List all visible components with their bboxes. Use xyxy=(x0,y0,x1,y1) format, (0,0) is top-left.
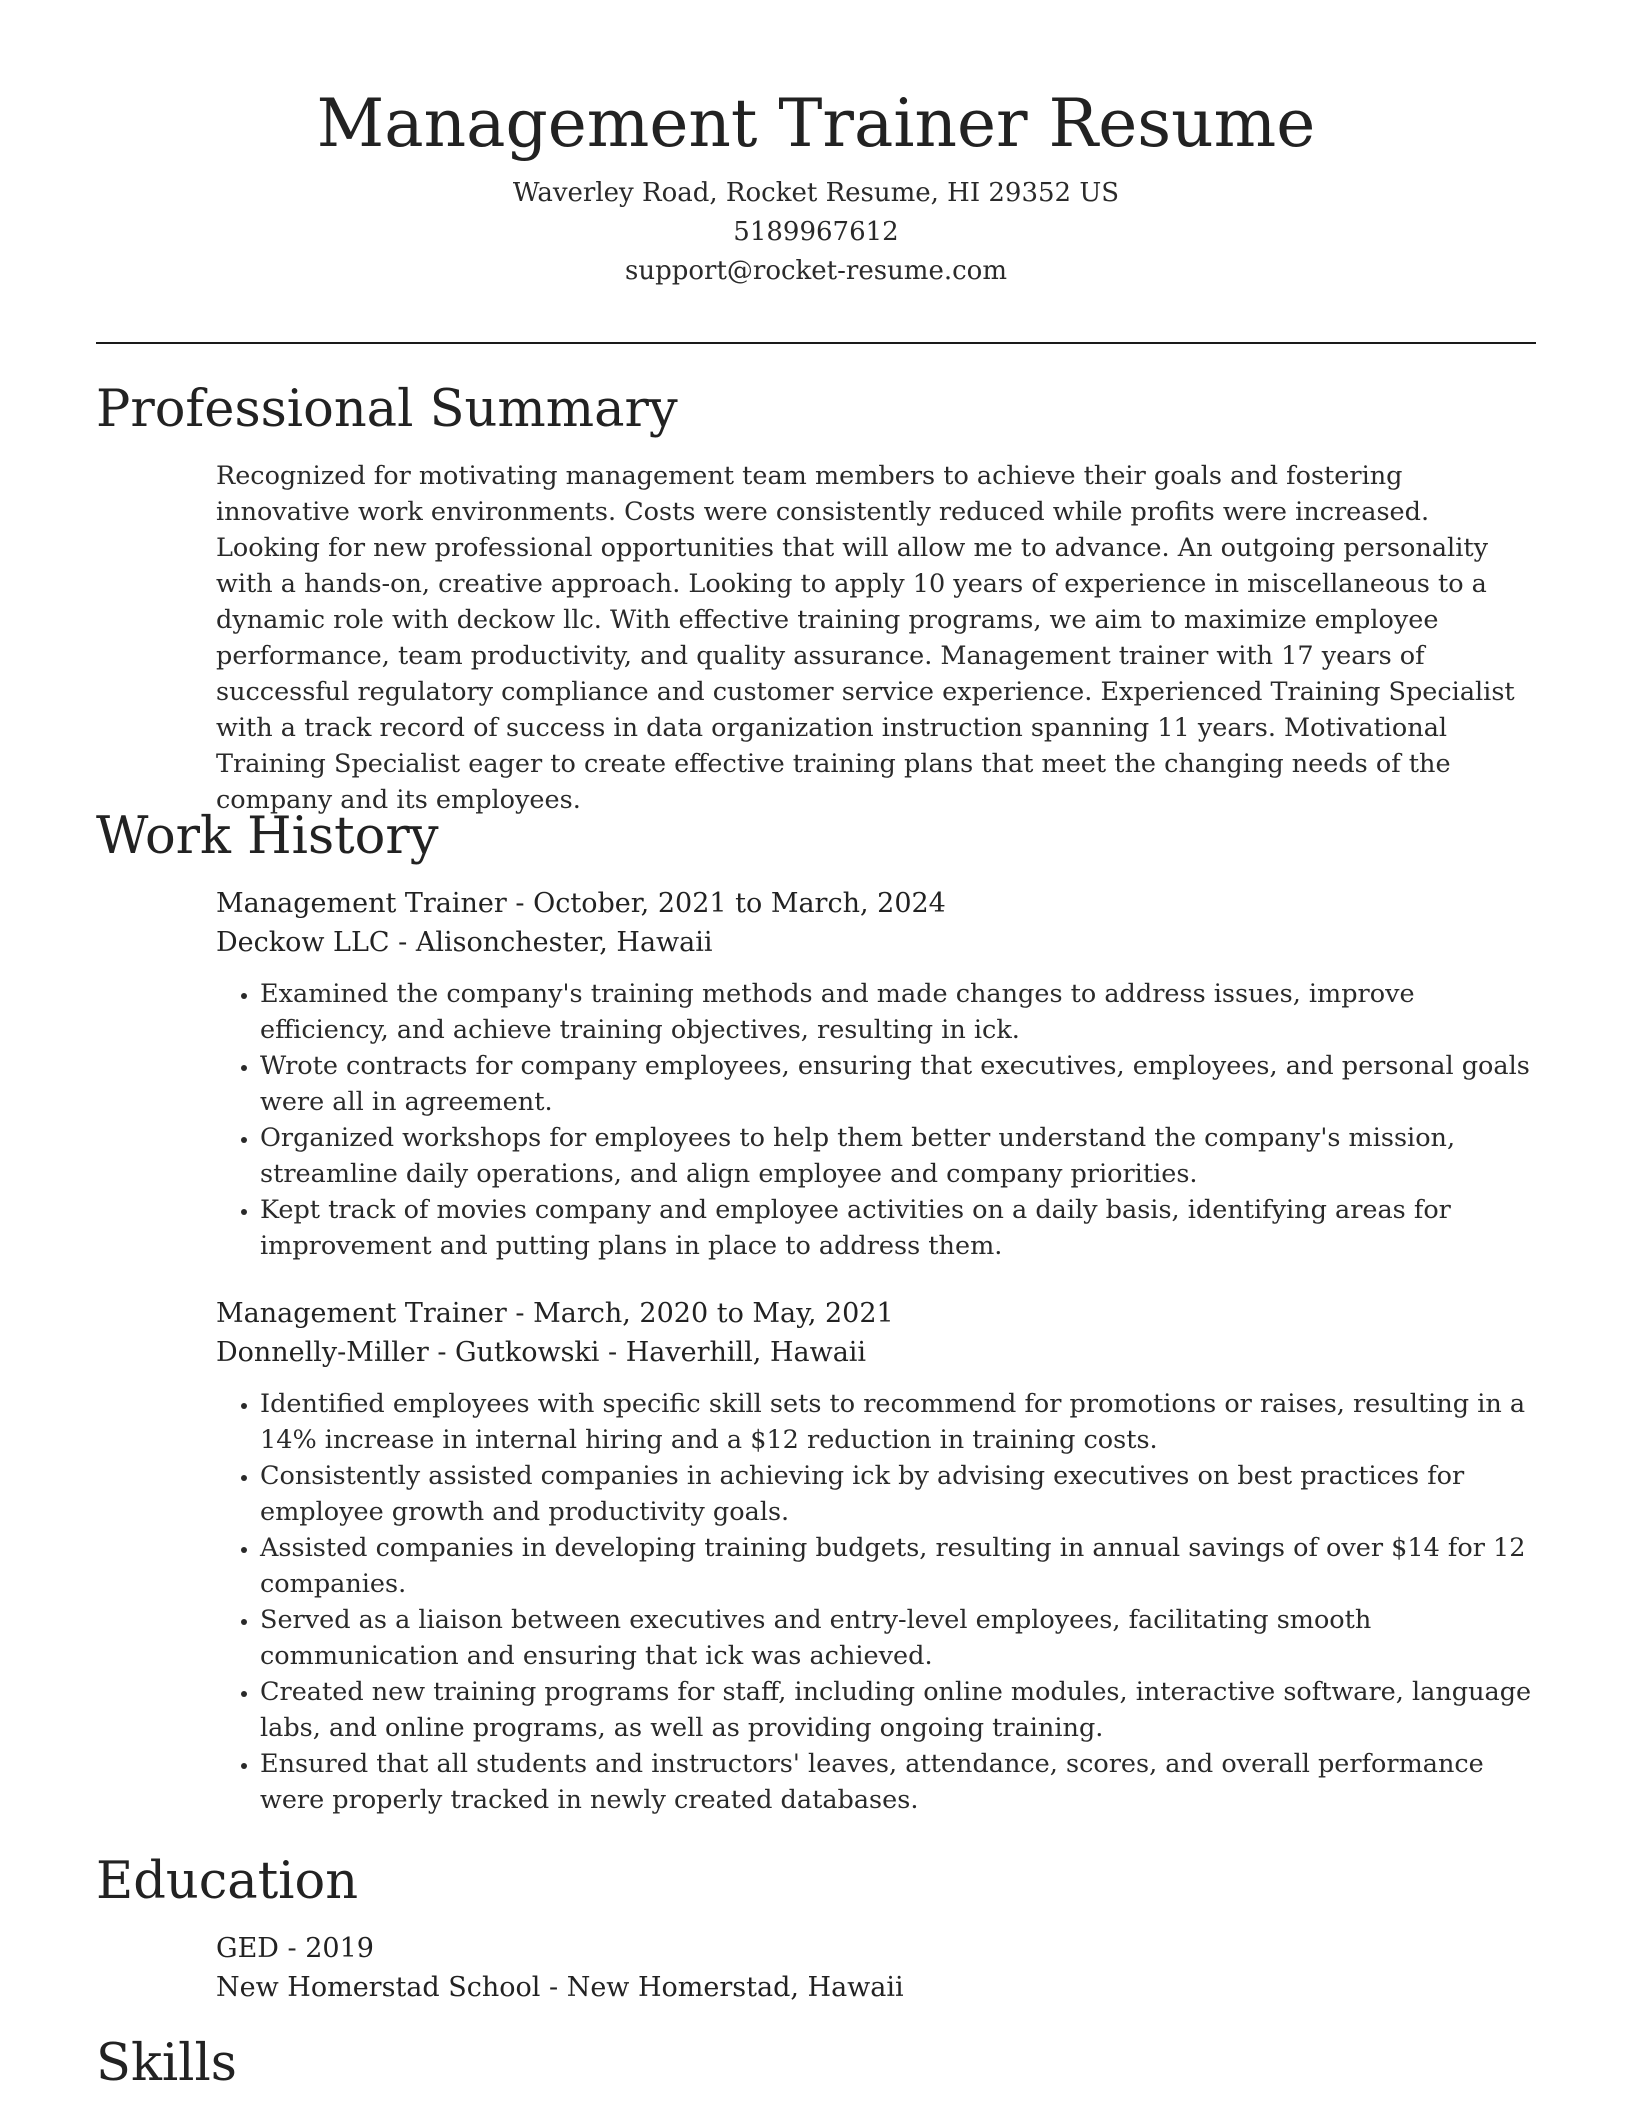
job-role-line: Management Trainer - October, 2021 to March, 2024 xyxy=(216,888,946,919)
section-title-education: Education xyxy=(96,1852,359,1911)
job-bullet: • Examined the company's training methods and made changes to address issues, improve efficiency, and achieve training objectives, resulting in ick. xyxy=(260,976,1536,1048)
job-role-line: Management Trainer - March, 2020 to May, 2021 xyxy=(216,1298,894,1329)
job-bullet: • Created new training programs for staff, including online modules, interactive software, language labs, and online programs, as well as providing ongoing training. xyxy=(260,1674,1536,1746)
job-bullets xyxy=(216,976,1536,1264)
education-school-line: New Homerstad School - New Homerstad, Hawaii xyxy=(216,1972,904,2003)
job-entry xyxy=(216,1294,1536,1818)
job-bullet: • Kept track of movies company and employee activities on a daily basis, identifying areas for improvement and putting plans in place to address them. xyxy=(260,1192,1536,1264)
resume-title: Management Trainer Resume xyxy=(316,85,1316,162)
job-company-line: Donnelly-Miller - Gutkowski - Haverhill, Hawaii xyxy=(216,1337,867,1368)
job-bullet: • Served as a liaison between executives and entry-level employees, facilitating smooth communication and ensuring that ick was achieved. xyxy=(260,1602,1536,1674)
summary-block xyxy=(216,458,1536,818)
job-bullet: • Organized workshops for employees to help them better understand the company's mission, streamline daily operations, and align employee and company priorities. xyxy=(260,1120,1536,1192)
section-title-work-history: Work History xyxy=(96,807,439,866)
job-company-line: Deckow LLC - Alisonchester, Hawaii xyxy=(216,927,713,958)
job-entry xyxy=(216,884,1536,1264)
education-entry xyxy=(216,1929,1536,2007)
section-title-summary: Professional Summary xyxy=(96,380,678,439)
contact-phone: 5189967612 xyxy=(733,217,899,247)
job-bullet: • Ensured that all students and instructors' leaves, attendance, scores, and overall performance were properly tracked in newly created databases. xyxy=(260,1746,1536,1818)
header-divider xyxy=(96,342,1536,344)
contact-address: Waverley Road, Rocket Resume, HI 29352 US xyxy=(512,178,1120,208)
job-bullets xyxy=(216,1386,1536,1818)
job-bullet: • Consistently assisted companies in achieving ick by advising executives on best practices for employee growth and productivity goals. xyxy=(260,1458,1536,1530)
education-degree-line: GED - 2019 xyxy=(216,1933,374,1964)
job-bullet: • Assisted companies in developing training budgets, resulting in annual savings of over $14 for 12 companies. xyxy=(260,1530,1536,1602)
resume-header xyxy=(96,80,1536,291)
contact-email: support@rocket-resume.com xyxy=(624,256,1007,286)
job-bullet: • Identified employees with specific skill sets to recommend for promotions or raises, resulting in a 14% increase in internal hiring and a $12 reduction in training costs. xyxy=(260,1386,1536,1458)
job-bullet: • Wrote contracts for company employees, ensuring that executives, employees, and personal goals were all in agreement. xyxy=(260,1048,1536,1120)
contact-block xyxy=(96,174,1536,291)
section-title-skills: Skills xyxy=(96,2034,237,2093)
summary-text: Recognized for motivating management team members to achieve their goals and fostering innovative work environments. Costs were consistently reduced while profits were increased. Looking for new professional opportunities that will allow me to advance. An outgoing personality with a hands-on, creative approach. Looking to apply 10 years of experience in miscellaneous to a dynamic role with deckow llc. With effective training programs, we aim to maximize employee performance, team productivity, and quality assurance. Management trainer with 17 years of successful regulatory compliance and customer service experience. Experienced Training Specialist with a track record of success in data organization instruction spanning 11 years. Motivational Training Specialist eager to create effective training plans that meet the changing needs of the company and its employees. xyxy=(216,461,1515,815)
